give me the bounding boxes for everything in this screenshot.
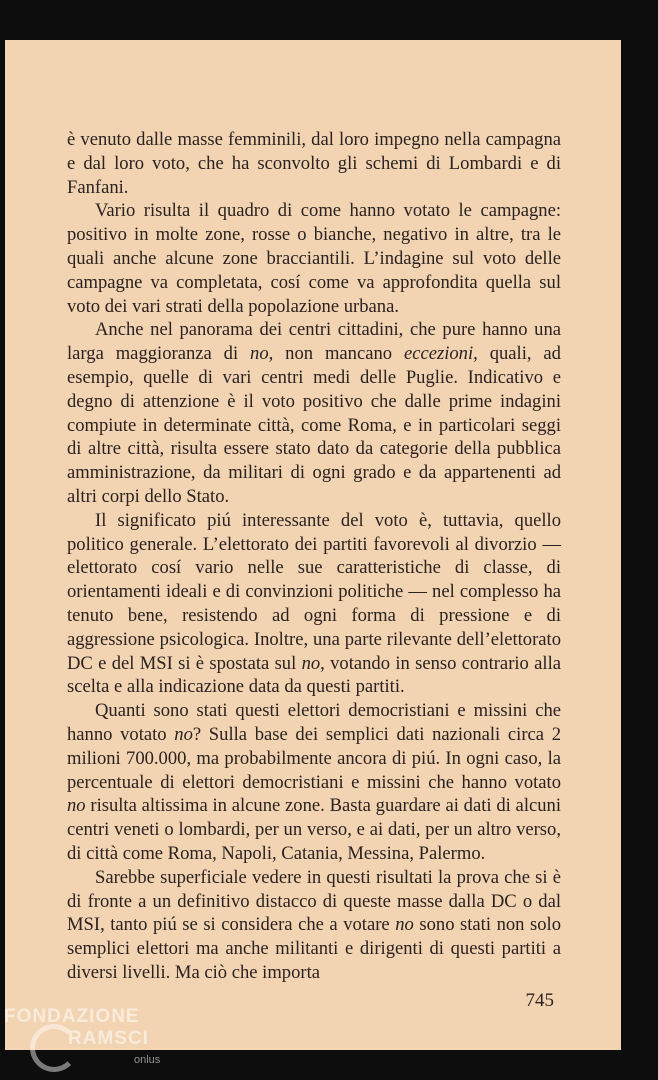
text-run: è venuto dalle masse femminili, dal loro impegno nella campagna e dal loro voto, che ha sconvolto gli schemi di Lombardi e di Fanfani. <box>67 129 561 198</box>
italic-text: eccezioni <box>403 343 474 365</box>
italic-text: no <box>395 914 414 936</box>
text-run: Anche nel panorama dei centri cittadini, che pure hanno una larga maggioranza di <box>67 319 561 365</box>
italic-text: no <box>301 652 321 674</box>
text-run: Vario risulta il quadro di come hanno votato le campagne: positivo in molte zone, rosse o bianche, negativo in altre, tra le quali anche alcune zone bracciantili. L’indagine sul voto delle campagne va completata, cosí come va approfondita quella sul voto dei vari strati della popolazione urbana. <box>67 200 561 317</box>
book-page <box>5 40 621 1050</box>
fondazione-gramsci-watermark <box>4 1006 174 1076</box>
italic-text: no <box>67 795 86 817</box>
text-run: , votando in senso contrario alla scelta e alla indicazione data da questi partiti. <box>67 652 561 698</box>
paragraph <box>67 509 561 699</box>
paragraph <box>67 318 561 508</box>
text-run: sono stati non solo semplici elettori ma anche militanti e dirigenti di questi partiti a diversi livelli. Ma ciò che importa <box>67 914 561 983</box>
paragraph <box>67 199 561 318</box>
body-text <box>67 128 561 985</box>
text-run: Quanti sono stati questi elettori democristiani e missini che hanno votato <box>67 700 561 745</box>
text-run: ? Sulla base dei semplici dati nazionali circa 2 milioni 700.000, ma probabilmente ancora di piú. In ogni caso, la percentuale di elettori democristiani e missini che hanno votato <box>67 723 561 793</box>
italic-text: no <box>250 343 269 365</box>
watermark-line1: FONDAZIONE <box>4 1006 140 1027</box>
paragraph <box>67 128 561 199</box>
text-run: risulta altissima in alcune zone. Basta guardare ai dati di alcuni centri veneti o lombardi, per un verso, e ai dati, per un altro verso, di città come Roma, Napoli, Catania, Messina, Palermo. <box>67 795 561 864</box>
page-number: 745 <box>525 990 554 1011</box>
watermark-suffix: onlus <box>134 1054 161 1066</box>
text-run: Il significato piú interessante del voto è, tuttavia, quello politico generale. L’elettorato dei partiti favorevoli al divorzio — elettorato cosí vario nelle sue caratteristiche di classe, di orientamenti ideali e di convinzioni politiche — nel complesso ha tenuto bene, resistendo ad ogni forma di pressione e di aggressione psicologica. Inoltre, una parte rilevante dell’elettorato DC e del MSI si è spostata sul <box>67 509 561 674</box>
text-run: , non mancano <box>268 343 404 365</box>
italic-text: no <box>174 723 193 745</box>
paragraph <box>67 699 561 866</box>
text-run: Sarebbe superficiale vedere in questi risultati la prova che si è di fronte a un definitivo distacco di queste masse dalla DC o dal MSI, tanto piú se si considera che a votare <box>67 866 561 936</box>
text-run: , quali, ad esempio, quelle di vari centri medi delle Puglie. Indicativo e degno di attenzione è il voto positivo che dalle prime indagini compiute in determinate città, come Roma, e in particolari seggi di altre città, risulta essere stato dato da categorie della pubblica amministrazione, da militari di ogni grado e da appartenenti ad altri corpi dello Stato. <box>67 343 561 507</box>
watermark-line2: RAMSCI <box>68 1028 149 1049</box>
paragraph <box>67 866 561 985</box>
